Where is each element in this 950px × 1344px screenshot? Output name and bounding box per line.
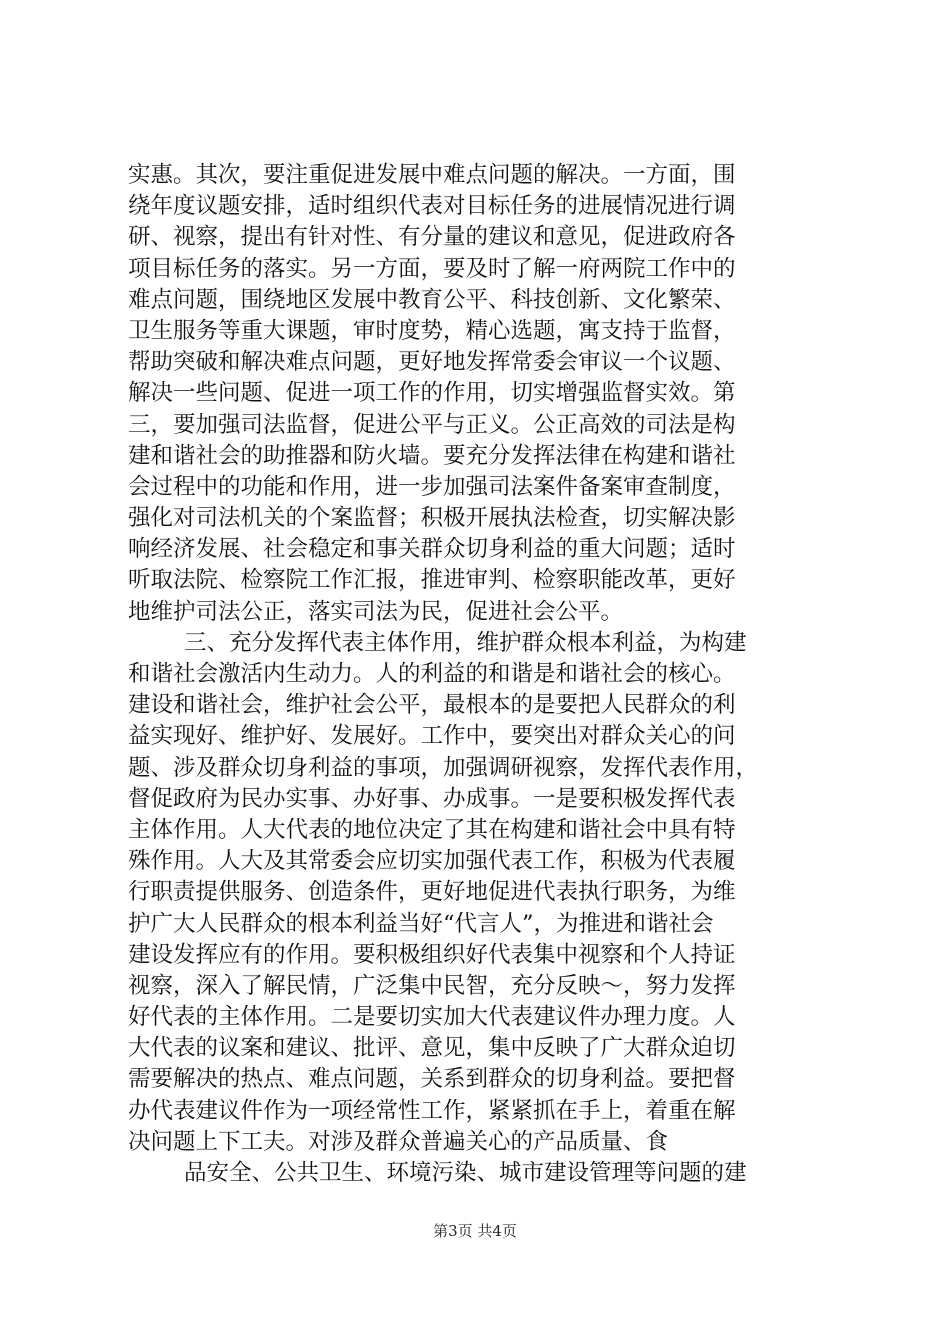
- page-footer: [0, 1220, 950, 1241]
- text-line: 题、涉及群众切身利益的事项，加强调研视察，发挥代表作用，: [128, 754, 759, 781]
- paragraph-start-line: 品安全、公共卫生、环境污染、城市建设管理等问题的建: [184, 1160, 747, 1186]
- text-line: 强化对司法机关的个案监督；积极开展执法检查，切实解决影: [128, 505, 736, 532]
- text-line: 会过程中的功能和作用，进一步加强司法案件备案审查制度，: [128, 473, 736, 500]
- text-line: 听取法院、检察院工作汇报，推进审判、检察职能改革，更好: [128, 567, 736, 594]
- text-line: 研、视察，提出有针对性、有分量的建议和意见，促进政府各: [128, 224, 736, 251]
- text-line: 好代表的主体作用。二是要切实加大代表建议件办理力度。人: [128, 1004, 736, 1031]
- text-line: 地维护司法公正，落实司法为民，促进社会公平。: [128, 598, 624, 625]
- text-line: 办代表建议件作为一项经常性工作，紧紧抓在手上，着重在解: [128, 1097, 736, 1124]
- text-line: 卫生服务等重大课题，审时度势，精心选题，寓支持于监督，: [128, 317, 736, 344]
- text-line: 决问题上下工夫。对涉及群众普遍关心的产品质量、食: [128, 1128, 669, 1155]
- text-line: 解决一些问题、促进一项工作的作用，切实增强监督实效。第: [128, 380, 736, 407]
- text-line: 建设和谐社会，维护社会公平，最根本的是要把人民群众的利: [128, 692, 736, 719]
- text-line: 和谐社会激活内生动力。人的利益的和谐是和谐社会的核心。: [128, 661, 736, 687]
- text-line: 三，要加强司法监督，促进公平与正义。公正高效的司法是构: [128, 411, 736, 438]
- text-line: 难点问题，围绕地区发展中教育公平、科技创新、文化繁荣、: [128, 286, 736, 313]
- text-line: 殊作用。人大及其常委会应切实加强代表工作，积极为代表履: [128, 848, 736, 875]
- text-line: 建和谐社会的助推器和防火墙。要充分发挥法律在构建和谐社: [128, 442, 736, 469]
- text-line: 需要解决的热点、难点问题，关系到群众的切身利益。要把督: [128, 1066, 736, 1093]
- text-line: 大代表的议案和建议、批评、意见，集中反映了广大群众迫切: [128, 1035, 736, 1062]
- text-line: 绕年度议题安排，适时组织代表对目标任务的进展情况进行调: [128, 193, 736, 220]
- text-line: 实惠。其次，要注重促进发展中难点问题的解决。一方面，围: [128, 162, 736, 188]
- text-line: 护广大人民群众的根本利益当好“代言人”，为推进和谐社会: [128, 910, 714, 937]
- text-line: 督促政府为民办实事、办好事、办成事。一是要积极发挥代表: [128, 785, 736, 812]
- text-line: 视察，深入了解民情，广泛集中民智，充分反映～，努力发挥: [128, 972, 736, 999]
- text-line: 主体作用。人大代表的地位决定了其在构建和谐社会中具有特: [128, 816, 736, 843]
- document-body: [128, 160, 838, 1189]
- paragraph-start-line: 三、充分发挥代表主体作用，维护群众根本利益，为构建: [184, 629, 747, 656]
- page-number: 第3页 共4页: [433, 1222, 517, 1240]
- text-line: 建设发挥应有的作用。要积极组织好代表集中视察和个人持证: [128, 941, 736, 968]
- text-line: 行职责提供服务、创造条件，更好地促进代表执行职务，为维: [128, 879, 736, 906]
- text-line: 帮助突破和解决难点问题，更好地发挥常委会审议一个议题、: [128, 349, 736, 376]
- text-line: 项目标任务的落实。另一方面，要及时了解一府两院工作中的: [128, 255, 736, 282]
- text-line: 益实现好、维护好、发展好。工作中，要突出对群众关心的问: [128, 723, 736, 750]
- text-line: 响经济发展、社会稳定和事关群众切身利益的重大问题；适时: [128, 536, 736, 563]
